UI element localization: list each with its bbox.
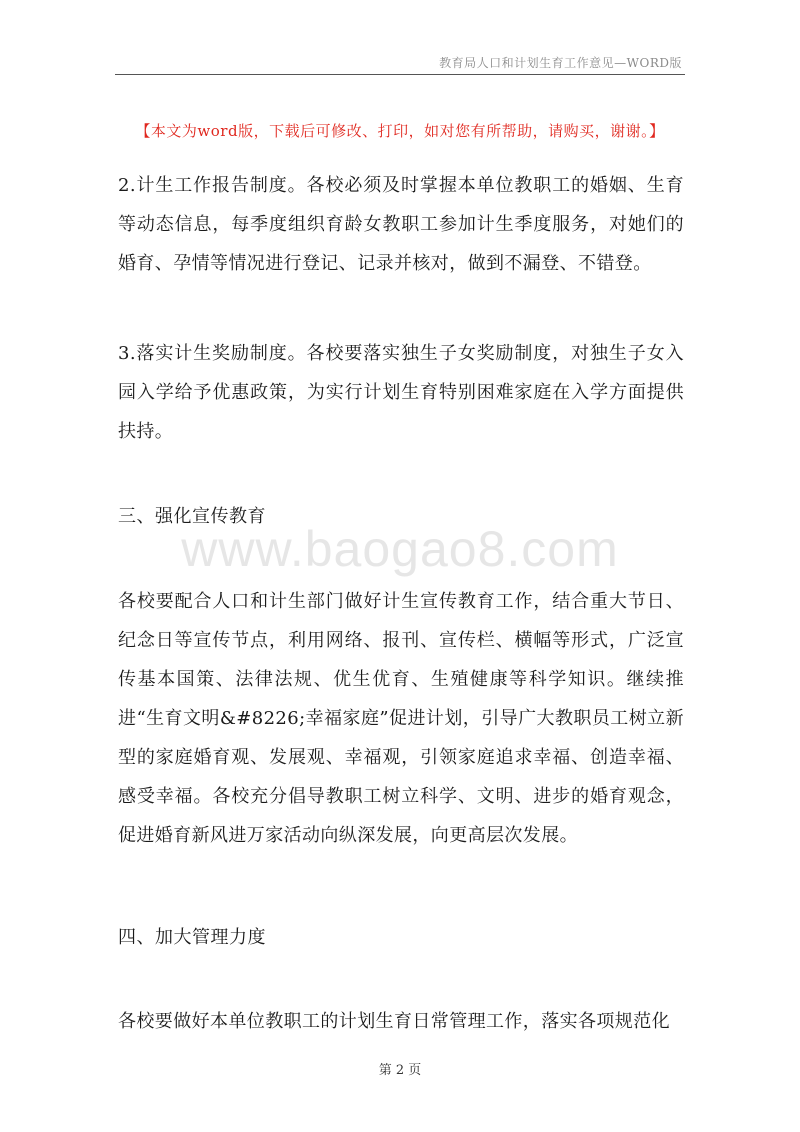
- paragraph-reward-system: 3.落实计生奖励制度。各校要落实独生子女奖励制度，对独生子女入园入学给予优惠政策，为实行计划生育特别困难家庭在入学方面提供扶持。: [118, 343, 684, 442]
- watermark: www.baogao8.com: [181, 521, 619, 577]
- paragraph-publicity: 各校要配合人口和计生部门做好计生宣传教育工作，结合重大节日、纪念日等宣传节点，利用网络、报刊、宣传栏、横幅等形式，广泛宣传基本国策、法律法规、优生优育、生殖健康等科学知识。继续推进“生育文明&#8226;幸福家庭”促进计划，引导广大教职员工树立新型的家庭婚育观、发展观、幸福观，引领家庭追求幸福、创造幸福、感受幸福。各校充分倡导教职工树立科学、文明、进步的婚育观念，促进婚育新风进万家活动向纵深发展，向更高层次发展。: [118, 591, 684, 846]
- section-heading-management: 四、加大管理力度: [118, 927, 266, 948]
- page-number: 第 2 页: [378, 1063, 422, 1078]
- paragraph-management: 各校要做好本单位教职工的计划生育日常管理工作，落实各项规范化: [118, 1011, 670, 1032]
- running-header: 教育局人口和计划生育工作意见—WORD版: [439, 56, 682, 70]
- header-divider: [115, 74, 685, 75]
- paragraph-report-system: 2.计生工作报告制度。各校必须及时掌握本单位教职工的婚姻、生育等动态信息，每季度组织育龄女教职工参加计生季度服务，对她们的婚育、孕情等情况进行登记、记录并核对，做到不漏登、不错登。: [118, 175, 684, 274]
- download-notice: 【本文为word版，下载后可修改、打印，如对您有所帮助，请购买，谢谢。】: [135, 122, 665, 140]
- section-heading-publicity: 三、强化宣传教育: [118, 506, 266, 527]
